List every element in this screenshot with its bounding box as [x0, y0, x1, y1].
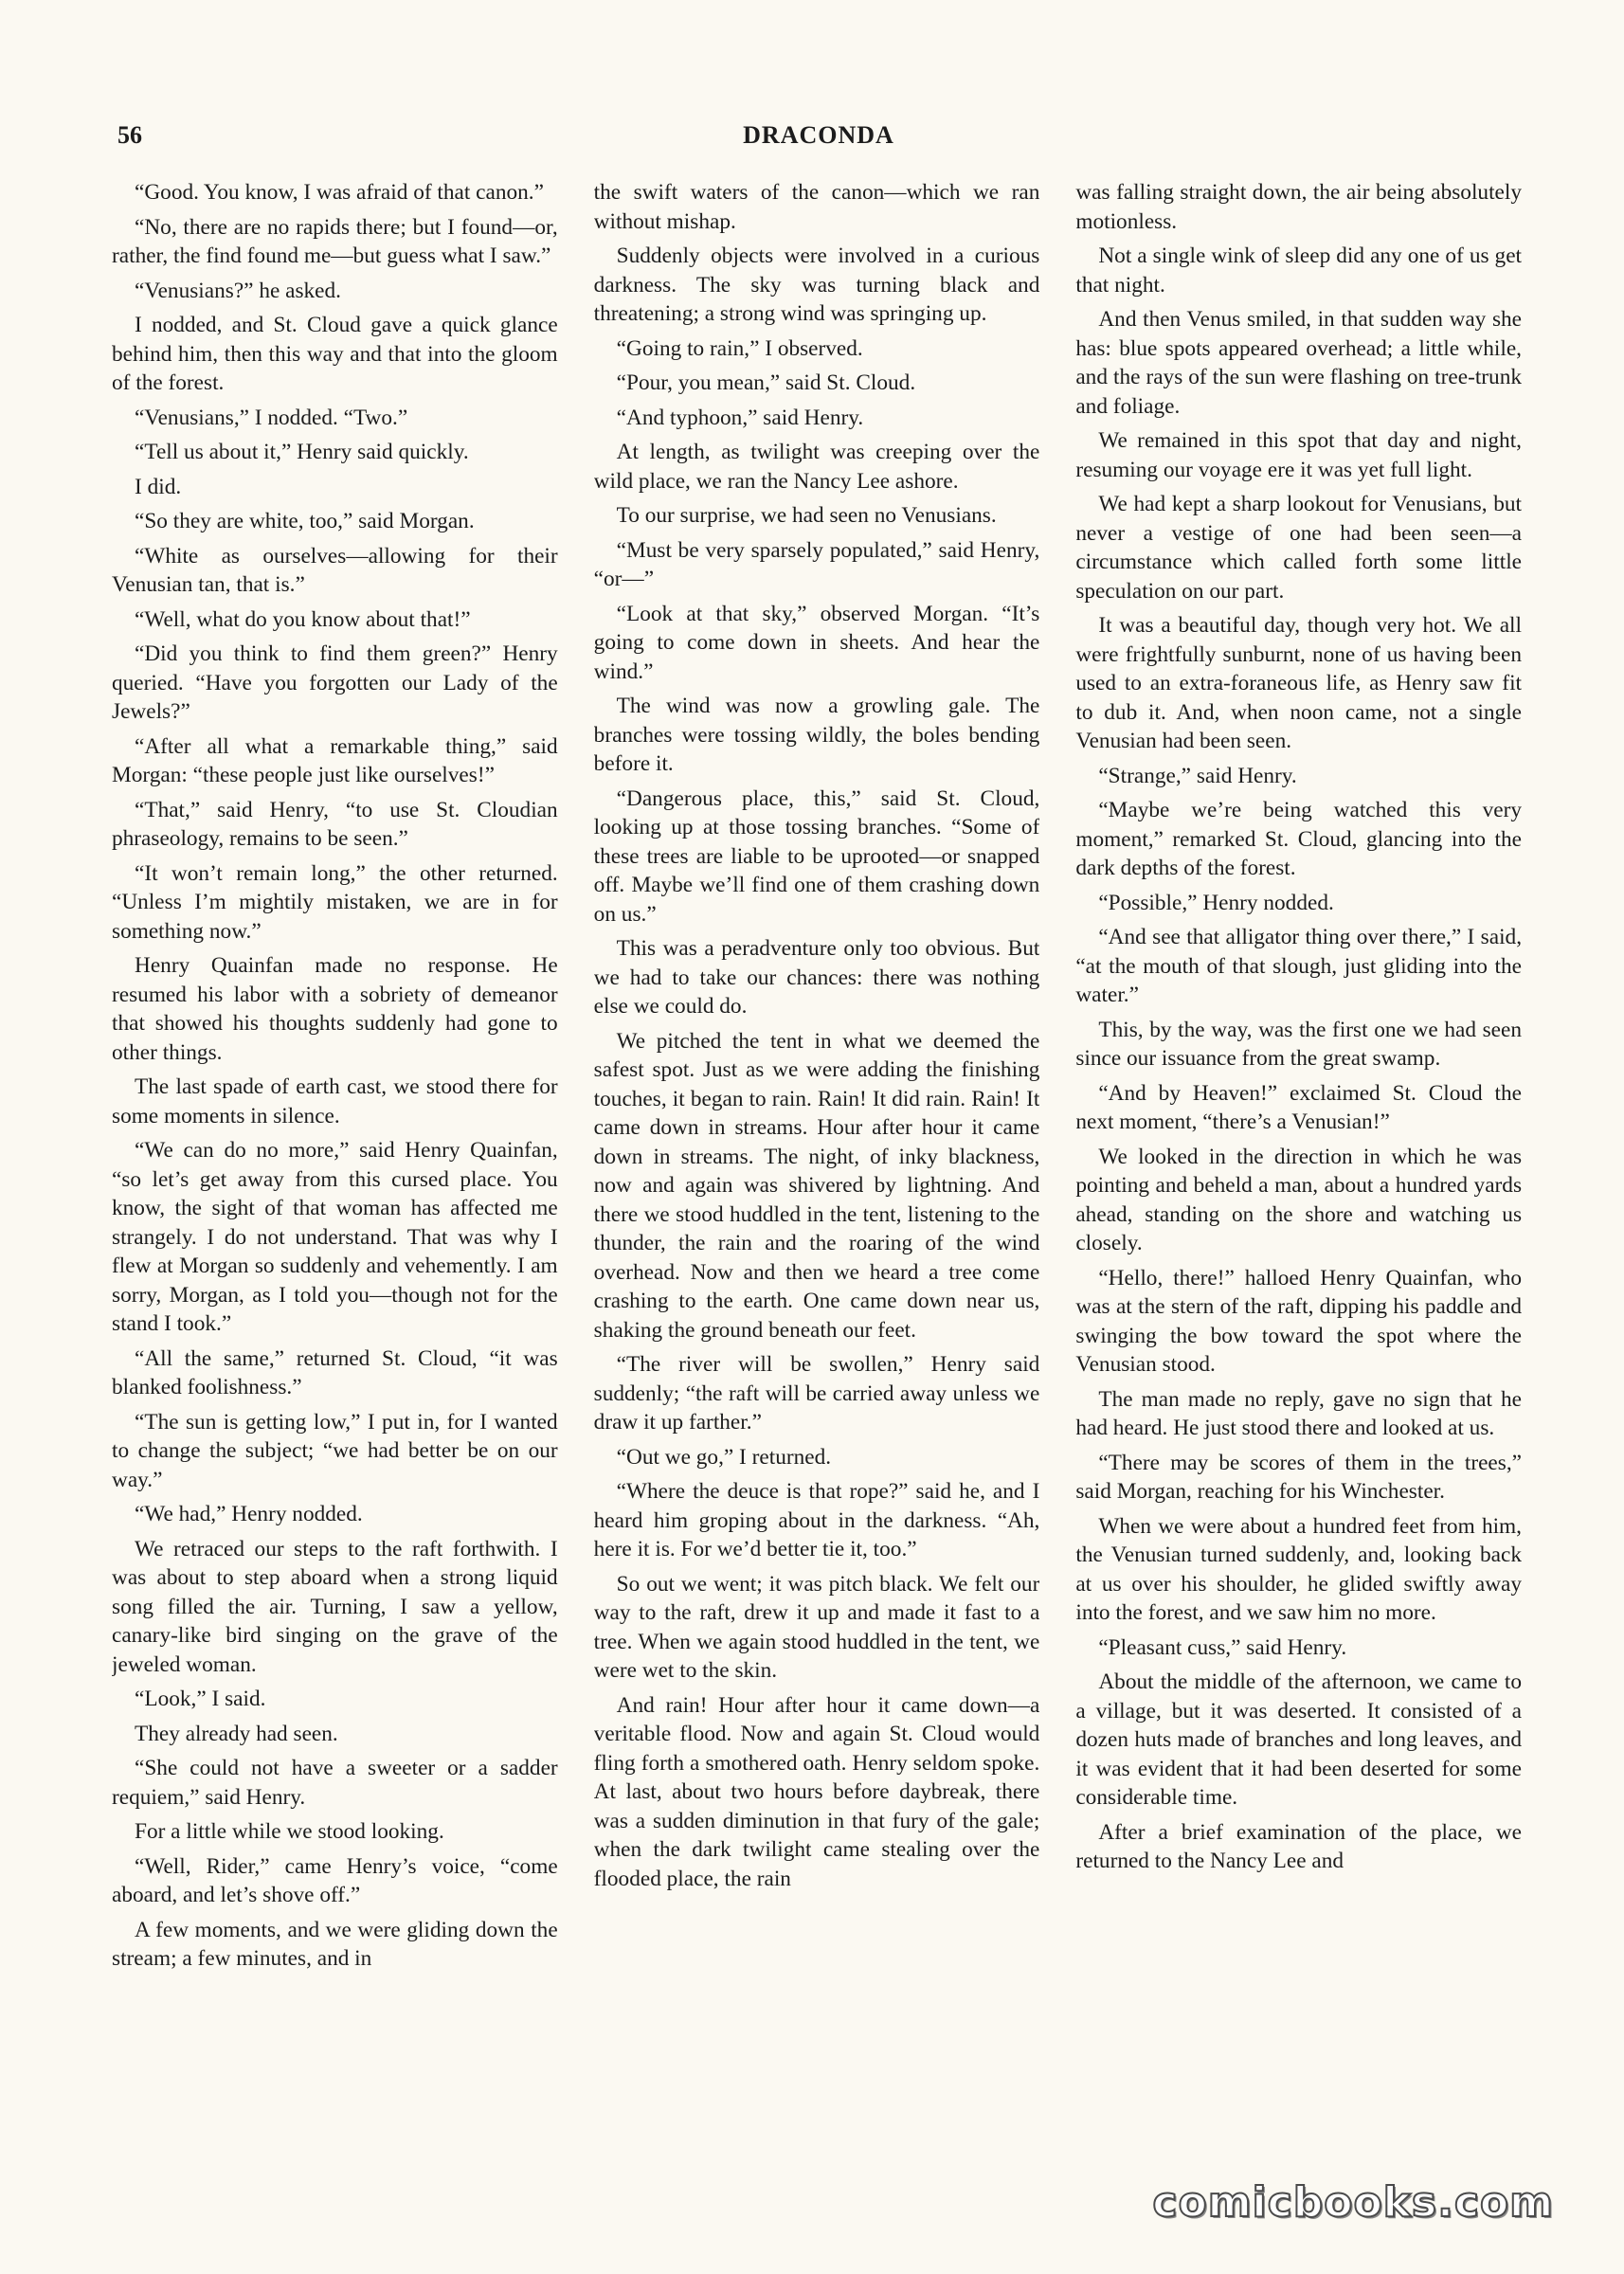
page-header — [117, 121, 1520, 159]
paragraph: “Look at that sky,” observed Morgan. “It’s going to come down in sheets. And hear the wind.” — [593, 601, 1040, 684]
paragraph: “Venusians?” he asked. — [135, 278, 341, 303]
paragraph: Not a single wink of sleep did any one of us get that night. — [1075, 244, 1523, 298]
text-column-3 — [1075, 178, 1522, 2149]
paragraph: “Pleasant cuss,” said Henry. — [1098, 1634, 1347, 1660]
paragraph: “Did you think to find them green?” Henry queried. “Have you forgotten our Lady of the Jewels?” — [112, 641, 558, 724]
paragraph: “And by Heaven!” exclaimed St. Cloud the next moment, “there’s a Venusian!” — [1075, 1080, 1523, 1134]
paragraph: I did. — [135, 474, 182, 499]
paragraph: We looked in the direction in which he was pointing and beheld a man, about a hundred yards ahead, standing on the shore and watching us closely. — [1075, 1144, 1523, 1255]
text-column-2 — [594, 178, 1040, 2149]
paragraph: “And see that alligator thing over there,” I said, “at the mouth of that slough, just gliding into the water.” — [1075, 925, 1523, 1007]
paragraph: “Hello, there!” halloed Henry Quainfan, who was at the stern of the raft, dipping his paddle and swinging the bow toward the spot where the Venusian stood. — [1075, 1265, 1523, 1377]
paragraph: We had kept a sharp lookout for Venusians, but never a vestige of one had been seen—a circumstance which called forth some little speculation on our part. — [1075, 492, 1523, 604]
paragraph: the swift waters of the canon—which we ran without mishap. — [593, 180, 1040, 234]
paragraph: The man made no reply, gave no sign that he had heard. He just stood there and looked at us. — [1075, 1386, 1523, 1440]
paragraph: was falling straight down, the air being absolutely motionless. — [1075, 180, 1523, 234]
paragraph: When we were about a hundred feet from him, the Venusian turned suddenly, and, looking back at us over his shoulder, he glided swiftly away into the forest, and we saw him no more. — [1075, 1513, 1523, 1625]
paragraph: “The river will be swollen,” Henry said suddenly; “the raft will be carried away unless we draw it up farther.” — [593, 1352, 1040, 1435]
paragraph: “She could not have a sweeter or a sadder requiem,” said Henry. — [112, 1756, 558, 1810]
paragraph: “It won’t remain long,” the other returned. “Unless I’m mightily mistaken, we are in for something now.” — [112, 860, 558, 944]
paragraph: I nodded, and St. Cloud gave a quick glance behind him, then this way and that into the gloom of the forest. — [112, 313, 558, 395]
text-column-1 — [112, 178, 558, 2149]
paragraph: The last spade of earth cast, we stood there for some moments in silence. — [112, 1074, 558, 1128]
paragraph: “And typhoon,” said Henry. — [616, 405, 864, 430]
paragraph: At length, as twilight was creeping over the wild place, we ran the Nancy Lee ashore. — [593, 440, 1040, 494]
paragraph: “Out we go,” I returned. — [616, 1444, 832, 1470]
paragraph: “Well, what do you know about that!” — [135, 606, 471, 632]
paragraph: About the middle of the afternoon, we came to a village, but it was deserted. It consisted of a dozen huts made of branches and long leaves, and it was evident that it had been deserted for some considerable time. — [1075, 1669, 1523, 1810]
paragraph: This was a peradventure only too obvious. But we had to take our chances: there was nothing else we could do. — [593, 936, 1040, 1019]
paragraph: “So they are white, too,” said Morgan. — [135, 509, 475, 533]
paragraph: After a brief examination of the place, we returned to the Nancy Lee and — [1075, 1819, 1523, 1873]
running-title: DRACONDA — [743, 121, 894, 149]
paragraph: “Strange,” said Henry. — [1098, 763, 1297, 788]
paragraph: We pitched the tent in what we deemed the safest spot. Just as we were adding the finishing touches, it began to rain. Rain! It did rain. Rain! It came down in streams. Hour after hour it came down in streams. The night, of inky blackness, now and again was shivered by lightning. And there we stood huddled in the tent, listening to the thunder, the rain and the roaring of the wind overhead. Now and then we heard a tree come crashing to the earth. One came down near us, shaking the ground beneath our feet. — [593, 1028, 1040, 1343]
paragraph: “Possible,” Henry nodded. — [1098, 890, 1334, 915]
paragraph: “Maybe we’re being watched this very moment,” remarked St. Cloud, glancing into the dark depths of the forest. — [1075, 798, 1523, 880]
paragraph: “The sun is getting low,” I put in, for I wanted to change the subject; “we had better be on our way.” — [112, 1409, 558, 1492]
paragraph: “All the same,” returned St. Cloud, “it was blanked foolishness.” — [112, 1345, 558, 1399]
paragraph: This, by the way, was the first one we had seen since our issuance from the great swamp. — [1075, 1017, 1523, 1071]
paragraph: For a little while we stood looking. — [135, 1819, 444, 1844]
paragraph: “Venusians,” I nodded. “Two.” — [135, 405, 408, 430]
paragraph: It was a beautiful day, though very hot. We all were frightfully sunburnt, none of us having been used to an extra-foraneous life, as Henry saw fit to dub it. And, when noon came, not a single Venusian had been seen. — [1075, 613, 1523, 753]
text-columns — [112, 178, 1522, 2149]
paragraph: “We can do no more,” said Henry Quainfan, “so let’s get away from this cursed place. You know, the sight of that woman has affected me strangely. I do not understand. That was why I flew at Morgan so suddenly and vehemently. I am sorry, Morgan, as I told you—though not for the stand I took.” — [112, 1138, 558, 1336]
paragraph: “Pour, you mean,” said St. Cloud. — [616, 370, 916, 395]
paragraph: “No, there are no rapids there; but I found—or, rather, the find found me—but guess what I saw.” — [112, 214, 558, 268]
page-number: 56 — [117, 121, 142, 149]
paragraph: A few moments, and we were gliding down the stream; a few minutes, and in — [112, 1917, 558, 1971]
paragraph: “Good. You know, I was afraid of that canon.” — [135, 180, 544, 205]
paragraph: “After all what a remarkable thing,” said Morgan: “these people just like ourselves!” — [112, 733, 558, 787]
paragraph: Henry Quainfan made no response. He resumed his labor with a sobriety of demeanor that showed his thoughts suddenly had gone to other things. — [112, 953, 558, 1065]
paragraph: “Dangerous place, this,” said St. Cloud, looking up at those tossing branches. “Some of these trees are liable to be uprooted—or snapped off. Maybe we’ll find one of them crashing down on us.” — [593, 785, 1040, 927]
paragraph: “Look,” I said. — [135, 1687, 266, 1711]
paragraph: They already had seen. — [135, 1721, 338, 1746]
paragraph: “Well, Rider,” came Henry’s voice, “come aboard, and let’s shove off.” — [112, 1853, 558, 1907]
paragraph: So out we went; it was pitch black. We felt our way to the raft, drew it up and made it fast to a tree. When we again stood huddled in the tent, we were wet to the skin. — [593, 1571, 1040, 1683]
paragraph: And then Venus smiled, in that sudden way she has: blue spots appeared overhead; a little while, and the rays of the sun were flashing on tree-trunk and foliage. — [1075, 307, 1523, 419]
paragraph: “Must be very sparsely populated,” said Henry, “or—” — [593, 537, 1040, 591]
paragraph: “Tell us about it,” Henry said quickly. — [135, 440, 469, 464]
watermark-logo: comicbooks.com — [1152, 2178, 1554, 2227]
paragraph: Suddenly objects were involved in a curious darkness. The sky was turning black and threatening; a strong wind was springing up. — [593, 244, 1040, 326]
paragraph: We remained in this spot that day and night, resuming our voyage ere it was yet full light. — [1075, 428, 1523, 482]
paragraph: “Going to rain,” I observed. — [616, 335, 863, 361]
paragraph: And rain! Hour after hour it came down—a veritable flood. Now and again St. Cloud would fling forth a smothered oath. Henry seldom spoke. At last, about two hours before daybreak, there was a sudden diminution in that fury of the gale; when the dark twilight came stealing over the flooded place, the rain — [593, 1692, 1040, 1891]
paragraph: “We had,” Henry nodded. — [135, 1502, 363, 1526]
paragraph: To our surprise, we had seen no Venusians. — [616, 503, 997, 528]
paragraph: “That,” said Henry, “to use St. Cloudian phraseology, remains to be seen.” — [112, 797, 558, 851]
paragraph: The wind was now a growling gale. The branches were tossing wildly, the boles bending before it. — [593, 694, 1040, 776]
paragraph: We retraced our steps to the raft forthwith. I was about to step aboard when a strong liquid song filled the air. Turning, I saw a yellow, canary-like bird singing on the grave of the jeweled woman. — [112, 1536, 558, 1677]
paragraph: “Where the deuce is that rope?” said he, and I heard him groping about in the darkness. “Ah, here it is. For we’d better tie it, too.” — [593, 1479, 1040, 1561]
paragraph: “There may be scores of them in the trees,” said Morgan, reaching for his Winchester. — [1075, 1450, 1523, 1504]
paragraph: “White as ourselves—allowing for their Venusian tan, that is.” — [112, 543, 558, 597]
